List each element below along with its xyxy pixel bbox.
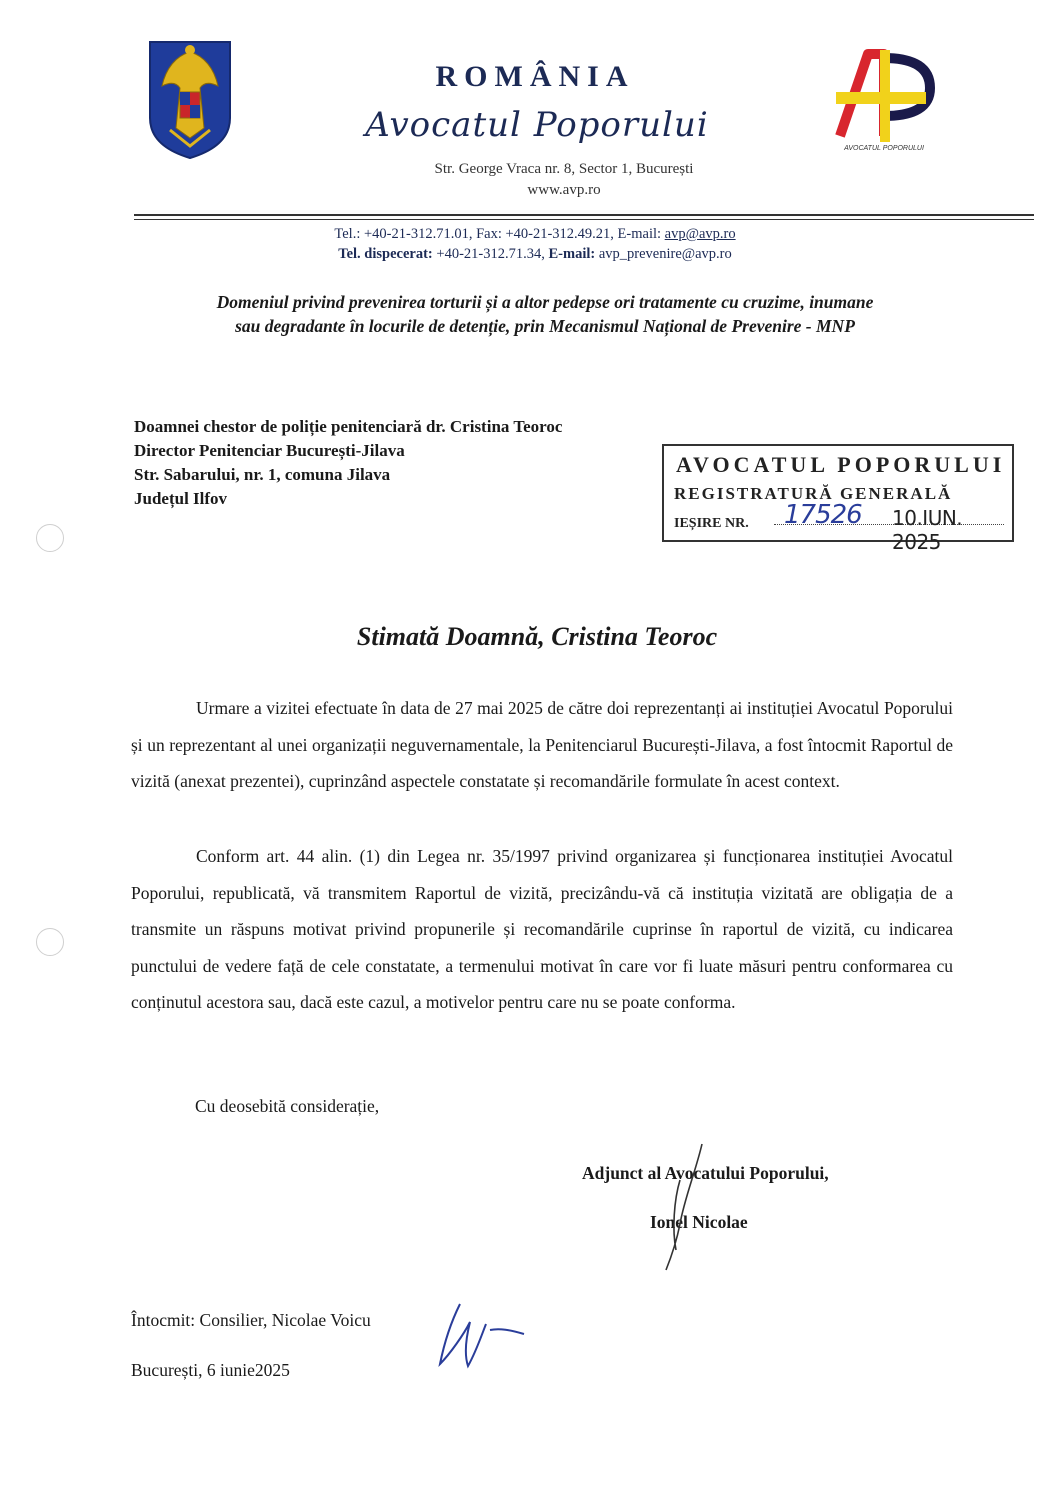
drafted-by: Întocmit: Consilier, Nicolae Voicu bbox=[131, 1310, 371, 1330]
handwritten-signature-icon bbox=[650, 1140, 710, 1275]
recipient-line: Str. Sabarului, nr. 1, comuna Jilava bbox=[134, 465, 391, 484]
closing-line: Cu deosebită considerație, bbox=[195, 1096, 380, 1116]
contact-phone-fax: Tel.: +40-21-312.71.01, Fax: +40-21-312.49.21, E-mail: bbox=[334, 226, 665, 242]
body-paragraph-2: Conform art. 44 alin. (1) din Legea nr. 35/1997 privind organizarea și funcționarea instituției Avocatul Poporului, republicată, vă transmitem Raportul de vizită, precizându-vă că instituția vizitată are obligația de a transmite un răspuns motivat privind propunerile și recomandările cuprinse în raportul de vizită, cu indicarea punctului de vedere față de cele constatate, a termenului motivat în care vor fi luate măsuri pentru conformarea cu conținutul acestora sau, dacă este cazul, a motivelor pentru care nu se poate conforma. bbox=[131, 846, 953, 1012]
recipient-line: Județul Ilfov bbox=[134, 489, 228, 508]
stamp-exit-label: IEȘIRE NR. bbox=[674, 516, 749, 531]
contact-line-1 bbox=[0, 226, 1058, 243]
domain-heading-line-2: sau degradante în locurile de detenție, prin Mecanismul Național de Prevenire - MNP bbox=[235, 316, 855, 336]
stamp-number: 17526 bbox=[784, 500, 862, 530]
body-paragraph-1: Urmare a vizitei efectuate în data de 27 mai 2025 de către doi reprezentanți ai instituției Avocatul Poporului și un reprezentant al unei organizații neguvernamentale, la Penitenciarul București-Jilava, a fost întocmit Raportul de vizită (anexat prezentei), cuprinzând aspectele constatate și recomandările formulate în acest context. bbox=[131, 698, 953, 791]
salutation: Stimată Doamnă, Cristina Teoroc bbox=[356, 622, 718, 651]
stamp-title: AVOCATUL POPORULUI bbox=[676, 452, 1006, 477]
stamp-subtitle: REGISTRATURĂ GENERALĂ bbox=[674, 484, 953, 503]
drafter-initials-signature-icon bbox=[420, 1294, 530, 1376]
institution-name: Avocatul Poporului bbox=[365, 105, 709, 145]
contact-line-2 bbox=[0, 246, 1058, 263]
country-title: ROMÂNIA bbox=[435, 60, 635, 93]
punch-hole bbox=[36, 928, 64, 956]
dispatch-label: Tel. dispecerat: bbox=[338, 246, 433, 262]
contact-email-link[interactable]: avp@avp.ro bbox=[664, 226, 736, 242]
signatory-name: Ionel Nicolae bbox=[650, 1212, 748, 1232]
header-rule bbox=[134, 214, 1034, 216]
place-and-date: București, 6 iunie2025 bbox=[131, 1360, 290, 1380]
institution-website[interactable]: www.avp.ro bbox=[527, 182, 601, 198]
domain-heading-line-1: Domeniul privind prevenirea torturii și a altor pedepse ori tratamente cu cruzime, inumane bbox=[216, 292, 874, 312]
signatory-title: Adjunct al Avocatului Poporului, bbox=[582, 1163, 829, 1183]
punch-hole bbox=[36, 524, 64, 552]
recipient-line: Director Penitenciar București-Jilava bbox=[134, 441, 405, 460]
stamp-date: 10.IUN. 2025 bbox=[892, 506, 963, 554]
dispatch-email-label: E-mail: bbox=[548, 246, 596, 262]
registry-stamp bbox=[662, 444, 1014, 554]
header-rule-thin bbox=[134, 219, 1034, 220]
dispatch-email[interactable]: avp_prevenire@avp.ro bbox=[595, 246, 732, 262]
domain-heading bbox=[120, 290, 970, 338]
dispatch-phone: +40-21-312.71.34, bbox=[432, 246, 549, 262]
recipient-block bbox=[134, 415, 562, 511]
institution-address: Str. George Vraca nr. 8, Sector 1, București bbox=[434, 161, 694, 177]
logo-caption: AVOCATUL POPORULUI bbox=[844, 145, 924, 152]
recipient-line: Doamnei chestor de poliție penitenciară dr. Cristina Teoroc bbox=[134, 417, 563, 436]
